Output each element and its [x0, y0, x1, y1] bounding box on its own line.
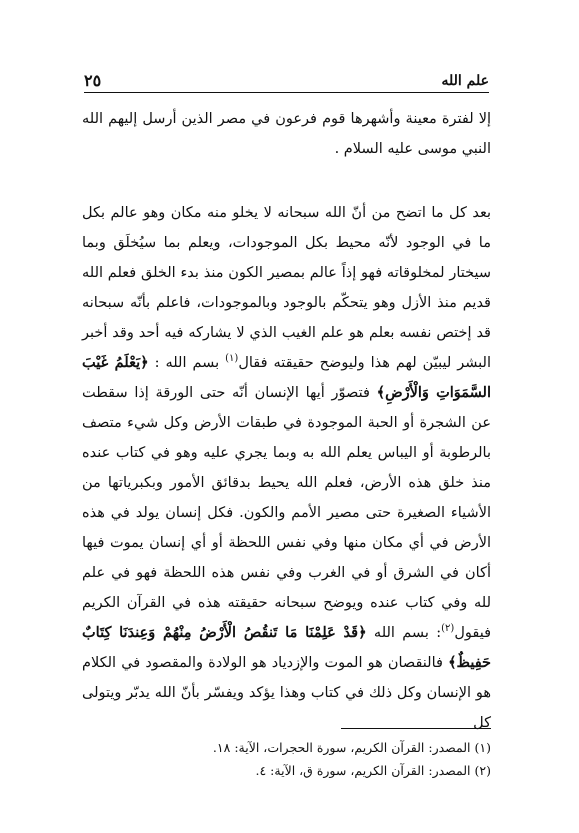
- quran-verse-1: ﴿يَعْلَمُ غَيْبَ السَّمَوَاتِ وَالْأَرْضِ﴾: [82, 354, 492, 401]
- footnote-divider: [341, 728, 491, 729]
- footnote-1-number: (١): [474, 740, 491, 755]
- header-divider: [84, 92, 489, 93]
- footnote-1: [82, 736, 491, 759]
- footnote-2-number: (٢): [474, 763, 491, 778]
- paragraph-2-text-d: : بسم الله: [366, 625, 442, 641]
- paragraph-2: [82, 198, 491, 738]
- paragraph-spacer: [82, 164, 491, 198]
- footnote-1-text: المصدر: القرآن الكريم، سورة الحجرات، الآية: ١٨.: [212, 740, 471, 755]
- paragraph-2-text-e: فالنقصان هو الموت والإزدياد هو الولادة والمقصود في الكلام هو الإنسان وكل ذلك في كتاب وهذا يؤكد ويفسّر بأنّ الله يدبّر ويتولى كل: [82, 655, 491, 731]
- paragraph-2-text-c: فتصوّر أيها الإنسان أنّه حتى الورقة إذا سقطت عن الشجرة أو الحبة الموجودة في طبقات الأرض وكل شيء متصف بالرطوبة أو اليباس يعلم الله به وبما يجري عليه وهو في كتاب عنده منذ خلق هذه الأرض، فعلم الله يحيط بدقائق الأمور وبكبرياتها من الأشياء الصغيرة حتى مصير الأمم والكون. فكل إنسان يولد في هذه الأرض في أي مكان منها وفي نفس اللحظة أو أي إنسان يموت فيها أكان في الشرق أو في الغرب وفي نفس هذه اللحظة فهو في علم لله وفي كتاب عنده ويوضح سبحانه حقيقته هذه في القرآن الكريم فيقول: [82, 385, 491, 641]
- body-text: [82, 104, 491, 738]
- paragraph-2-text-a: بعد كل ما اتضح من أنّ الله سبحانه لا يخلو منه مكان وهو عالم بكل ما في الوجود لأنّه محيط بكل الموجودات، ويعلم بما سيُخلَق وبما سيختار لمخلوقاته فهو إذاً عالم بمصير الكون منذ بدء الخلق فعلم الله قديم منذ الأزل وهو يتحكّم بالوجود وبالموجودات، فاعلم بأنّه سبحانه قد إختص نفسه بعلم هو علم الغيب الذي لا يشاركه فيه أحد وقد أخبر البشر ليبيّن لهم هذا وليوضح حقيقته فقال: [82, 205, 491, 371]
- running-title: علم الله: [441, 73, 489, 89]
- footnote-2: [82, 759, 491, 782]
- quran-verse-2: ﴿قَدْ عَلِمْنَا مَا تَنقُصُ الْأَرْضُ مِنْهُمْ وَعِندَنَا كِتَابٌ حَفِيظٌ﴾: [82, 624, 491, 671]
- paragraph-2-text-b: بسم الله :: [148, 355, 226, 371]
- footnote-2-text: المصدر: القرآن الكريم، سورة ق، الآية: ٤.: [255, 763, 471, 778]
- running-head: [84, 60, 489, 90]
- footnote-ref-2[interactable]: (٢): [441, 623, 455, 635]
- paragraph-1: إلا لفترة معينة وأشهرها قوم فرعون في مصر الذين أرسل إليهم الله النبي موسى عليه السلام .: [82, 111, 491, 157]
- footnotes: [82, 736, 491, 782]
- footnote-ref-1[interactable]: (١): [225, 353, 239, 365]
- page-number: ٢٥: [84, 71, 102, 90]
